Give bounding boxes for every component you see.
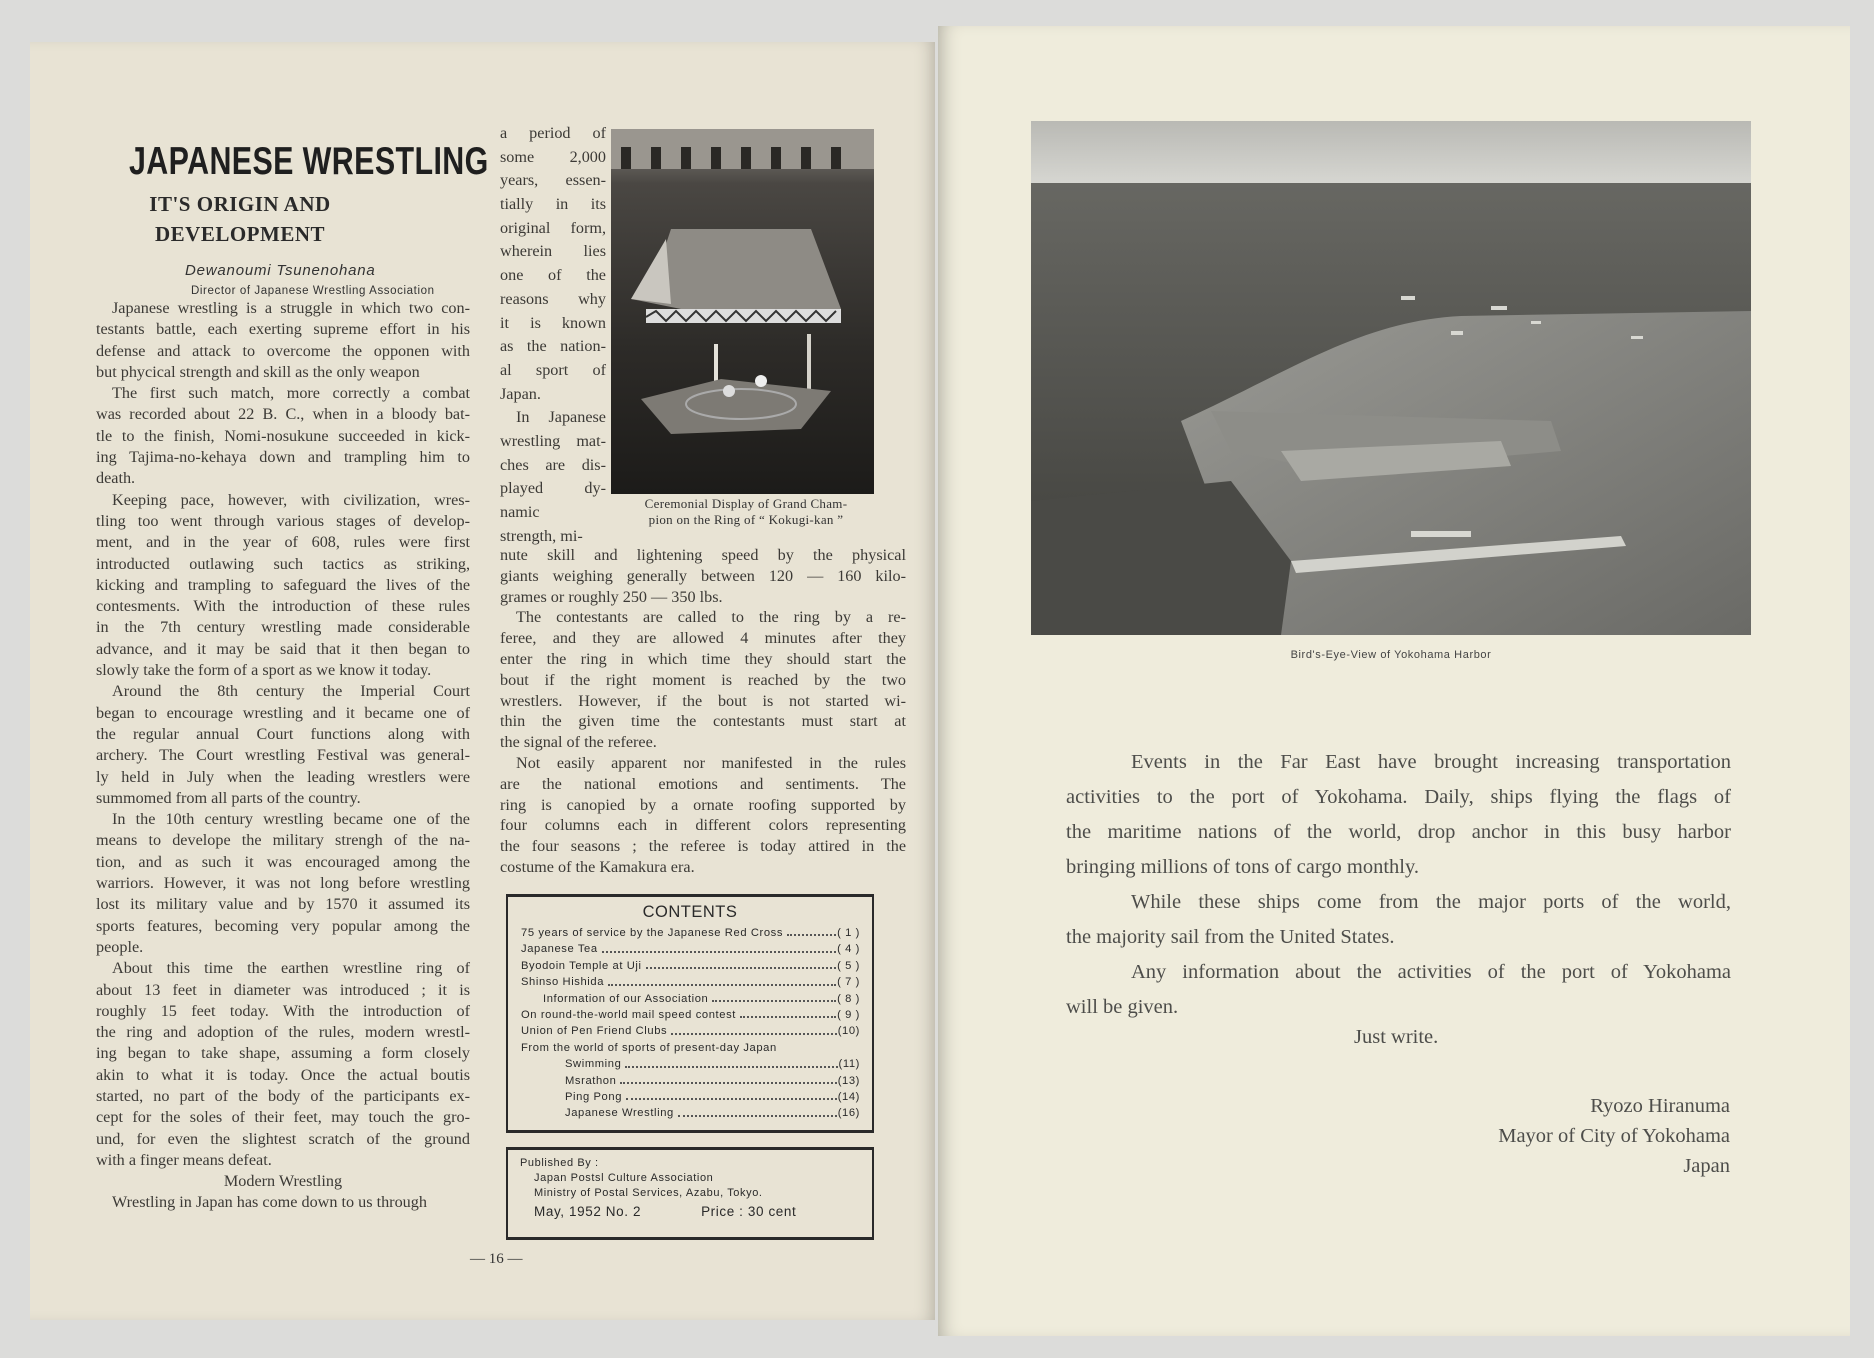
contents-entry-page: ( 5 ) bbox=[837, 959, 860, 972]
closing-line: Just write. bbox=[1354, 1026, 1439, 1048]
text-line: kicking and trampling to safeguard the lives of the bbox=[96, 575, 470, 594]
sumo-ring-photo bbox=[611, 129, 874, 494]
issue-date: May, 1952 No. 2 bbox=[534, 1204, 642, 1219]
contents-entry-page: (16) bbox=[837, 1107, 860, 1120]
dot-leader bbox=[671, 1023, 836, 1034]
published-by-label: Published By : bbox=[520, 1157, 599, 1169]
text-line: Keeping pace, however, with civilization, wres- bbox=[112, 490, 470, 509]
signatory-name: Ryozo Hiranuma bbox=[1590, 1095, 1730, 1117]
dot-leader bbox=[608, 974, 836, 985]
section-heading: Modern Wrestling bbox=[223, 1172, 343, 1191]
contents-entry bbox=[508, 974, 872, 990]
publisher-name: Japan Postsl Culture Association bbox=[534, 1172, 714, 1184]
author-name: Dewanoumi Tsunenohana bbox=[185, 262, 376, 279]
text-line: was recorded about 22 B. C., when in a bloody bat- bbox=[96, 405, 470, 424]
text-line: the signal of the referee. bbox=[500, 733, 657, 752]
text-line: nute skill and lightening speed by the physical bbox=[500, 546, 906, 564]
article-subtitle-line-1: IT'S ORIGIN AND bbox=[149, 192, 331, 216]
text-line: slowly take the form of a sport as we know it today. bbox=[96, 661, 432, 680]
text-line: ing Tajima-no-kehaya down and trampling him to bbox=[96, 448, 470, 467]
contents-entry bbox=[508, 1089, 872, 1105]
dot-leader bbox=[678, 1105, 837, 1116]
text-line: bringing millions of tons of cargo monthly. bbox=[1066, 856, 1420, 878]
contents-entry-title: Information of our Association bbox=[543, 992, 709, 1005]
article-title: JAPANESE WRESTLING bbox=[129, 140, 489, 183]
contents-entry-title: Ping Pong bbox=[565, 1091, 623, 1104]
article-column-1 bbox=[96, 298, 470, 1214]
text-line: In the 10th century wrestling became one of the bbox=[112, 810, 470, 829]
contents-entry-title: Union of Pen Friend Clubs bbox=[521, 1025, 668, 1038]
contents-entry bbox=[508, 925, 872, 941]
text-line: giants weighing generally between 120 — 160 kilo- bbox=[500, 566, 906, 585]
text-line: reasons why bbox=[500, 289, 606, 308]
text-line: defense and attack to overcome the opponen with bbox=[96, 341, 470, 360]
contents-entry-title: Byodoin Temple at Uji bbox=[521, 959, 642, 972]
dot-leader bbox=[646, 958, 837, 969]
publisher-box bbox=[506, 1147, 874, 1240]
text-line: ing began to take shape, assuming a form closely bbox=[96, 1044, 470, 1063]
text-line: the four seasons ; the referee is today attired in the bbox=[500, 837, 906, 856]
contents-entry bbox=[508, 1056, 872, 1072]
contents-entry-title: On round-the-world mail speed contest bbox=[521, 1009, 736, 1022]
contents-box bbox=[506, 894, 874, 1133]
text-line: people. bbox=[96, 937, 144, 956]
text-line: al sport of bbox=[500, 360, 606, 379]
text-line: sports features, becoming very popular among the bbox=[96, 916, 470, 935]
text-line: but phycical strength and skill as the only weapon bbox=[96, 362, 420, 381]
text-line: as the nation- bbox=[500, 337, 606, 356]
text-line: in the 7th century wrestling made considerable bbox=[96, 618, 470, 637]
letter-body bbox=[1066, 745, 1731, 1025]
contents-entry bbox=[508, 941, 872, 957]
text-line: with a finger means defeat. bbox=[96, 1150, 272, 1169]
text-line: began to encourage wrestling and it became one of bbox=[96, 703, 470, 722]
text-line: about 13 feet in diameter was introduced ; it is bbox=[96, 980, 470, 999]
contents-entry bbox=[508, 1073, 872, 1089]
text-line: played dy- bbox=[500, 479, 606, 498]
text-line: means to develope the military strengh of the na- bbox=[96, 831, 470, 850]
text-line: years, essen- bbox=[500, 171, 606, 190]
contents-list bbox=[508, 925, 872, 1122]
text-line: tion, and as such it was encouraged among the bbox=[96, 852, 470, 871]
sumo-photo-caption bbox=[615, 496, 877, 528]
contents-entry-page: ( 4 ) bbox=[837, 943, 860, 956]
dot-leader bbox=[781, 1040, 859, 1051]
text-line: advance, and it may be said that it then began to bbox=[96, 639, 470, 658]
signatory-title: Mayor of City of Yokohama bbox=[1498, 1125, 1730, 1147]
text-line: lost its military value and by 1570 it assumed its bbox=[96, 895, 470, 914]
text-line: Not easily apparent nor manifested in the rules bbox=[516, 753, 906, 772]
text-line: Around the 8th century the Imperial Court bbox=[112, 682, 470, 701]
contents-entry-page: (11) bbox=[838, 1058, 860, 1071]
dot-leader bbox=[712, 991, 836, 1002]
page-number: — 16 — bbox=[470, 1251, 523, 1267]
text-line: wrestlers. However, if the bout is not started wi- bbox=[500, 691, 906, 710]
contents-entry-page: ( 8 ) bbox=[837, 992, 860, 1005]
text-line: costume of the Kamakura era. bbox=[500, 857, 695, 876]
article-subtitle-line-2: DEVELOPMENT bbox=[154, 222, 325, 246]
text-line: In Japanese bbox=[516, 408, 606, 427]
text-line: bout if the right moment is reached by the two bbox=[500, 670, 906, 689]
text-line: strength, mi- bbox=[500, 526, 583, 545]
text-line: feree, and they are allowed 4 minutes after they bbox=[500, 629, 906, 648]
text-line: namic bbox=[500, 503, 540, 521]
dot-leader bbox=[625, 1056, 837, 1067]
text-line: akin to what it is today. Once the actual boutis bbox=[96, 1065, 470, 1084]
text-line: wherein lies bbox=[500, 242, 606, 261]
contents-entry-page: ( 9 ) bbox=[837, 1009, 860, 1022]
publisher-address: Ministry of Postal Services, Azabu, Tokyo. bbox=[534, 1187, 763, 1199]
contents-entry-title: Msrathon bbox=[565, 1074, 617, 1087]
signatory-country: Japan bbox=[1683, 1155, 1730, 1177]
caption-line: Ceremonial Display of Grand Cham- bbox=[644, 496, 848, 511]
contents-entry-page: ( 7 ) bbox=[837, 976, 860, 989]
text-line: tling too went through various stages of develop- bbox=[96, 511, 470, 530]
contents-entry-page: (13) bbox=[837, 1074, 860, 1087]
text-line: the ring and adoption of the rules, modern wrestl- bbox=[96, 1023, 470, 1042]
contents-entry bbox=[508, 1007, 872, 1023]
yokohama-harbor-photo bbox=[1031, 121, 1751, 635]
contents-entry-page: ( 1 ) bbox=[837, 927, 860, 939]
text-line: it is known bbox=[500, 313, 606, 332]
text-line: summomed from all parts of the country. bbox=[96, 788, 361, 807]
left-page bbox=[30, 42, 935, 1320]
text-line: death. bbox=[96, 469, 136, 488]
text-line: Any information about the activities of the port of Yokohama bbox=[1131, 961, 1731, 983]
text-line: Events in the Far East have brought increasing transportation bbox=[1131, 751, 1731, 773]
text-line: enter the ring in which time they should start the bbox=[500, 649, 906, 668]
text-line: the maritime nations of the world, drop anchor in this busy harbor bbox=[1066, 821, 1731, 843]
text-line: original form, bbox=[500, 218, 606, 237]
text-line: grames or roughly 250 — 350 lbs. bbox=[500, 587, 723, 606]
text-line: roughly 15 feet today. With the introduction of bbox=[96, 1001, 470, 1020]
text-line: wrestling mat- bbox=[500, 431, 606, 450]
contents-entry-title: 75 years of service by the Japanese Red Cross bbox=[521, 927, 784, 939]
text-line: The contestants are called to the ring by a re- bbox=[516, 608, 906, 627]
text-line: four columns each in different colors representing bbox=[500, 816, 906, 835]
text-line: testants battle, each exerting supreme effort in his bbox=[96, 320, 470, 339]
dot-leader bbox=[626, 1089, 837, 1100]
caption-line: pion on the Ring of “ Kokugi-kan ” bbox=[648, 512, 844, 527]
text-line: ly held in July when the leading wrestlers were bbox=[96, 767, 470, 786]
contents-entry bbox=[508, 958, 872, 974]
contents-entry-title: Swimming bbox=[565, 1058, 622, 1071]
text-line: The first such match, more correctly a combat bbox=[112, 384, 470, 403]
contents-entry-title: From the world of sports of present-day Japan bbox=[521, 1041, 777, 1054]
text-line: are the national emotions and sentiments. The bbox=[500, 774, 906, 793]
contents-entry bbox=[508, 1105, 872, 1121]
contents-title: CONTENTS bbox=[642, 903, 738, 921]
text-line: While these ships come from the major ports of the world, bbox=[1131, 891, 1731, 913]
contents-entry-title: Japanese Tea bbox=[521, 943, 598, 956]
text-line: ring is canopied by a ornate roofing supported by bbox=[500, 795, 906, 814]
contents-entry-page: (14) bbox=[837, 1091, 860, 1104]
text-line: tially in its bbox=[500, 195, 606, 214]
contents-entry bbox=[508, 991, 872, 1007]
author-role: Director of Japanese Wrestling Association bbox=[191, 285, 435, 297]
contents-entry bbox=[508, 1023, 872, 1039]
text-line: introducted outlawing such tactics as striking, bbox=[96, 554, 470, 573]
text-line: contesments. With the introduction of these rules bbox=[96, 597, 470, 616]
text-line: Japanese wrestling is a struggle in which two con- bbox=[112, 299, 470, 317]
text-line: tle to the finish, Nomi-nosukune succeeded in kick- bbox=[96, 426, 470, 445]
text-line: the majority sail from the United States. bbox=[1066, 926, 1395, 948]
text-line: ment, and in the year of 608, rules were first bbox=[96, 533, 470, 552]
text-line: will be given. bbox=[1066, 996, 1179, 1018]
text-line: activities to the port of Yokohama. Daily, ships flying the flags of bbox=[1066, 786, 1731, 808]
article-column-2-narrow bbox=[500, 122, 606, 548]
text-line: cept for the soles of their feet, may touch the gro- bbox=[96, 1108, 470, 1127]
dot-leader bbox=[620, 1073, 836, 1084]
article-column-2-wide bbox=[500, 545, 906, 878]
text-line: archery. The Court wrestling Festival was general- bbox=[96, 746, 470, 765]
text-line: Japan. bbox=[500, 384, 541, 403]
right-page bbox=[938, 26, 1850, 1336]
dot-leader bbox=[740, 1007, 836, 1018]
contents-entry-title: Shinso Hishida bbox=[521, 976, 605, 989]
text-line: some 2,000 bbox=[500, 147, 606, 166]
text-line: thin the given time the contestants must start at bbox=[500, 712, 906, 731]
harbor-photo-caption: Bird's-Eye-View of Yokohama Harbor bbox=[1290, 649, 1492, 661]
contents-entry bbox=[508, 1040, 872, 1056]
dot-leader bbox=[787, 925, 836, 936]
text-line: the regular annual Court functions along with bbox=[96, 724, 470, 743]
text-line: Wrestling in Japan has come down to us through bbox=[112, 1193, 427, 1212]
text-line: warriors. However, it was not long before wrestling bbox=[96, 874, 470, 893]
contents-entry-page: (10) bbox=[837, 1025, 860, 1038]
text-line: About this time the earthen wrestline ring of bbox=[112, 959, 470, 978]
text-line: one of the bbox=[500, 266, 606, 285]
contents-entry-title: Japanese Wrestling bbox=[565, 1107, 674, 1120]
dot-leader bbox=[602, 941, 836, 952]
text-line: a period of bbox=[500, 124, 606, 142]
text-line: ches are dis- bbox=[500, 455, 606, 474]
text-line: und, for even the slightest scratch of the ground bbox=[96, 1129, 470, 1148]
price: Price : 30 cent bbox=[701, 1204, 797, 1219]
text-line: started, no part of the body of the participants ex- bbox=[96, 1086, 470, 1105]
